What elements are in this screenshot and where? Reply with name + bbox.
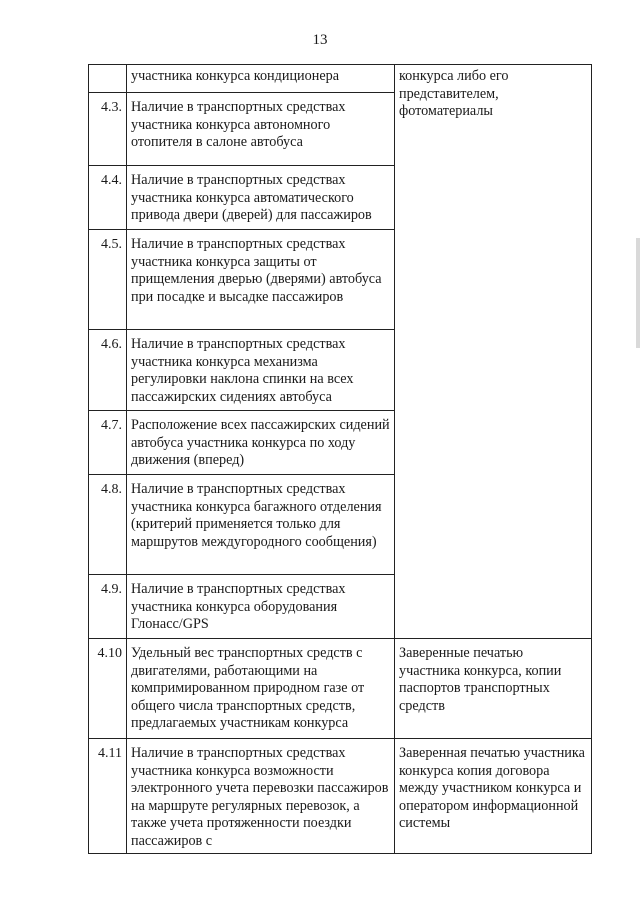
row-number: 4.4.: [89, 166, 127, 230]
criterion-cell: Удельный вес транспортных средств с двигателями, работающими на компримированном природном газе от общего числа транспортных средств, предлагаемых участникам конкурса: [127, 639, 395, 739]
row-number: 4.6.: [89, 330, 127, 411]
documents-cell-merged: конкурса либо его представителем, фотоматериалы: [395, 65, 592, 639]
row-number: 4.9.: [89, 575, 127, 639]
criteria-table: [88, 64, 592, 854]
criterion-cell: Наличие в транспортных средствах участника конкурса автоматического привода двери (дверей) для пассажиров: [127, 166, 395, 230]
table-row: [89, 65, 592, 93]
row-number: [89, 65, 127, 93]
row-number: 4.10: [89, 639, 127, 739]
criterion-cell: Наличие в транспортных средствах участника конкурса механизма регулировки наклона спинки на всех пассажирских сидениях автобуса: [127, 330, 395, 411]
criterion-cell: Наличие в транспортных средствах участника конкурса оборудования Глонасс/GPS: [127, 575, 395, 639]
row-number: 4.8.: [89, 475, 127, 575]
criterion-cell: Наличие в транспортных средствах участника конкурса защиты от прищемления дверью (дверями) автобуса при посадке и высадке пассажиров: [127, 230, 395, 330]
criterion-cell: Расположение всех пассажирских сидений автобуса участника конкурса по ходу движения (вперед): [127, 411, 395, 475]
criterion-cell: Наличие в транспортных средствах участника конкурса багажного отделения (критерий применяется только для маршрутов междугородного сообщения): [127, 475, 395, 575]
criterion-cell: участника конкурса кондиционера: [127, 65, 395, 93]
criterion-cell: Наличие в транспортных средствах участника конкурса возможности электронного учета перевозки пассажиров на маршруте регулярных перевозок, а также учета протяженности поездки пассажиров с: [127, 739, 395, 854]
table-row: [89, 739, 592, 854]
documents-cell: Заверенная печатью участника конкурса копия договора между участником конкурса и оператором информационной системы: [395, 739, 592, 854]
documents-cell: Заверенные печатью участника конкурса, копии паспортов транспортных средств: [395, 639, 592, 739]
page-number: 13: [312, 32, 328, 48]
criterion-cell: Наличие в транспортных средствах участника конкурса автономного отопителя в салоне автобуса: [127, 93, 395, 166]
row-number: 4.7.: [89, 411, 127, 475]
scan-edge-shadow: [636, 238, 640, 348]
table-row: [89, 639, 592, 739]
row-number: 4.11: [89, 739, 127, 854]
row-number: 4.3.: [89, 93, 127, 166]
row-number: 4.5.: [89, 230, 127, 330]
